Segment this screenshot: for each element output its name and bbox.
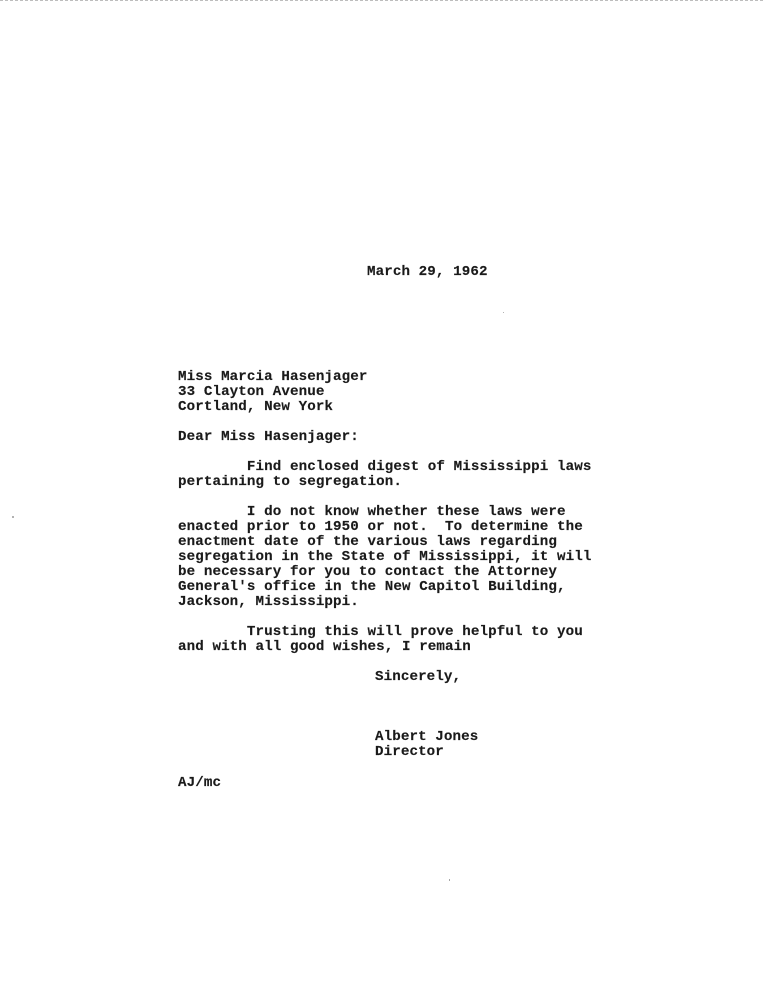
page-top-edge bbox=[0, 0, 763, 1]
letter-date: March 29, 1962 bbox=[367, 264, 488, 280]
paragraph-2-line-3: enactment date of the various laws regarding bbox=[178, 534, 558, 550]
paragraph-2-line-6: General's office in the New Capitol Building, bbox=[178, 579, 566, 595]
scan-speck bbox=[503, 312, 504, 313]
paragraph-2-line-7: Jackson, Mississippi. bbox=[178, 594, 359, 610]
recipient-city: Cortland, New York bbox=[178, 399, 334, 415]
paragraph-2-line-5: be necessary for you to contact the Attorney bbox=[178, 564, 558, 580]
signer-title: Director bbox=[375, 744, 444, 760]
recipient-street: 33 Clayton Avenue bbox=[178, 384, 325, 400]
paragraph-2-line-4: segregation in the State of Mississippi, it will bbox=[178, 549, 592, 565]
paragraph-3-line-1: Trusting this will prove helpful to you bbox=[178, 624, 583, 640]
reference-initials: AJ/mc bbox=[178, 775, 222, 791]
paragraph-1-line-2: pertaining to segregation. bbox=[178, 474, 402, 490]
paragraph-2-line-1: I do not know whether these laws were bbox=[178, 504, 566, 520]
salutation: Dear Miss Hasenjager: bbox=[178, 429, 359, 445]
recipient-name: Miss Marcia Hasenjager bbox=[178, 369, 368, 385]
signer-name: Albert Jones bbox=[375, 729, 479, 745]
paragraph-1-line-1: Find enclosed digest of Mississippi laws bbox=[178, 459, 592, 475]
scan-speck bbox=[449, 879, 450, 881]
paragraph-3-line-2: and with all good wishes, I remain bbox=[178, 639, 471, 655]
closing: Sincerely, bbox=[375, 669, 462, 685]
scan-speck bbox=[12, 516, 14, 518]
paragraph-2-line-2: enacted prior to 1950 or not. To determine the bbox=[178, 519, 583, 535]
